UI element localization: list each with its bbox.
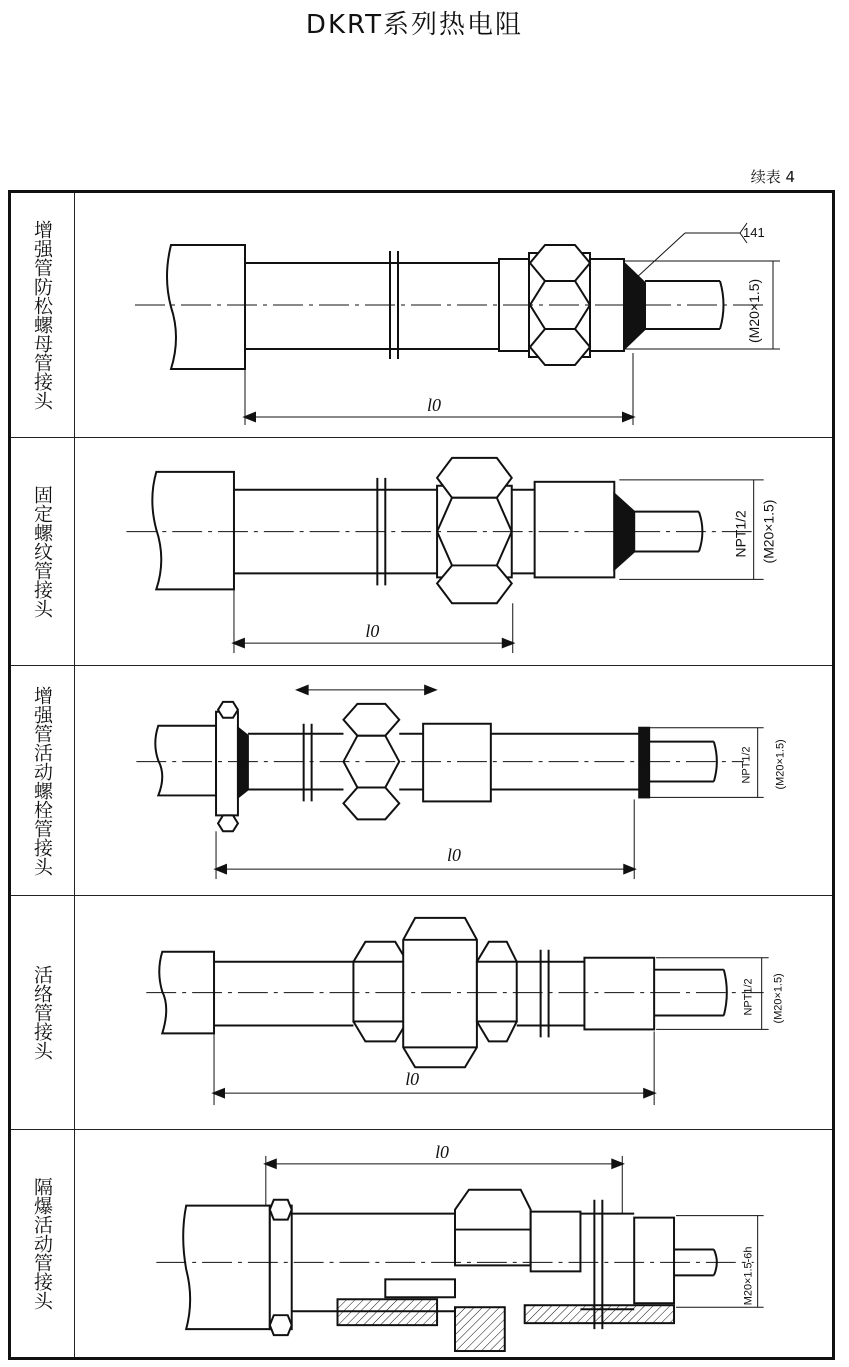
row-label: 增强管活动螺栓管接头 — [31, 685, 53, 876]
table-row — [11, 1129, 832, 1357]
fitting-drawing — [75, 666, 832, 895]
thread-spec-label: NPT1/2 — [732, 510, 749, 558]
row-label-cell — [11, 1130, 75, 1357]
thread-spec-label: NPT1/2 — [740, 746, 753, 784]
fitting-drawing — [75, 438, 832, 665]
dimension-label: l0 — [435, 1141, 450, 1162]
thread-alt-label: (M20×1.5) — [772, 973, 785, 1024]
table-row — [11, 193, 832, 437]
row-label: 隔爆活动管接头 — [31, 1177, 53, 1310]
table-row — [11, 895, 832, 1129]
row-label-cell — [11, 193, 75, 437]
dimension-label: l0 — [447, 845, 461, 866]
row-label-cell — [11, 896, 75, 1129]
dimension-label: l0 — [405, 1069, 420, 1090]
weld-mark-label: 141 — [743, 225, 765, 240]
document-title: DKRT系列热电阻 — [305, 10, 524, 40]
fittings-table — [8, 190, 835, 1360]
thread-spec-label: M20×1.5-6h — [742, 1246, 755, 1306]
table-continuation-label: 续表 4 — [750, 168, 795, 186]
row-label: 固定螺纹管接头 — [31, 485, 53, 618]
thread-alt-label: (M20×1.5) — [774, 739, 787, 790]
fitting-drawing — [75, 896, 832, 1129]
dimension-label: l0 — [427, 395, 442, 415]
fitting-drawing — [75, 193, 832, 437]
thread-spec-label: (M20×1.5) — [746, 278, 762, 343]
row-label: 增强管防松螺母管接头 — [31, 220, 53, 410]
table-row — [11, 437, 832, 665]
row-label: 活络管接头 — [31, 965, 53, 1060]
row-label-cell — [11, 666, 75, 895]
fitting-drawing — [75, 1130, 832, 1357]
thread-spec-label: NPT1/2 — [742, 978, 755, 1016]
row-label-cell — [11, 438, 75, 665]
dimension-label: l0 — [365, 621, 380, 642]
thread-alt-label: (M20×1.5) — [760, 499, 777, 564]
table-row — [11, 665, 832, 895]
